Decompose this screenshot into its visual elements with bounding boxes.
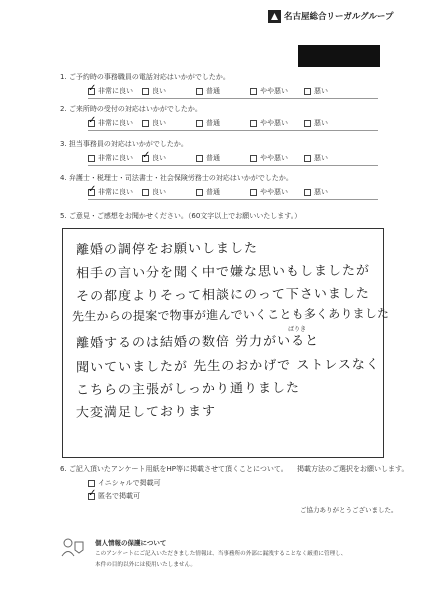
checkbox[interactable]: [142, 189, 149, 196]
handwriting-line-5: 離婚するのは結婚の数倍 労力がいると: [75, 333, 320, 352]
privacy-icon: [60, 536, 86, 558]
question-4-label: 4. 弁護士・税理士・司法書士・社会保険労務士の対応はいかがでしたか。: [60, 174, 293, 182]
handwriting-line-1: 離婚の調停をお願いしました: [75, 241, 259, 258]
q2-option-5[interactable]: 悪い: [304, 118, 358, 128]
privacy-title: 個人情報の保護について: [95, 539, 167, 547]
divider: [88, 199, 378, 200]
question-6-note: 掲載方法のご選択をお願いします。: [297, 465, 409, 473]
q2-option-4[interactable]: やや悪い: [250, 118, 304, 128]
q1-option-3[interactable]: 普通: [196, 86, 250, 96]
q4-option-5[interactable]: 悪い: [304, 187, 358, 197]
checkbox[interactable]: [250, 189, 257, 196]
question-2-options: [88, 118, 358, 128]
handwriting-line-6: 聞いていましたが 先生のおかげで ストレスなく: [75, 357, 380, 376]
handwriting-line-7: こちらの主張がしっかり通りました: [75, 380, 301, 399]
handwriting-line-3: その都度よりそって相談にのって下さいました: [75, 286, 370, 305]
checkbox[interactable]: [196, 155, 203, 162]
publish-option-initial[interactable]: イニシャルで掲載可: [88, 478, 161, 488]
logo-text: 名古屋総合リーガルグループ: [284, 12, 394, 22]
q4-option-2[interactable]: 良い: [142, 187, 196, 197]
handwriting-line-2: 相手の言い分を聞く中で嫌な思いもしましたが: [75, 263, 371, 282]
question-1-options: [88, 86, 358, 96]
checkbox-checked[interactable]: [142, 155, 149, 162]
q3-option-3[interactable]: 普通: [196, 153, 250, 163]
checkbox-checked[interactable]: [88, 120, 95, 127]
q4-option-1[interactable]: ✓ 非常に良い: [88, 187, 142, 197]
checkbox[interactable]: [304, 88, 311, 95]
redacted-name-block: [298, 45, 380, 67]
checkbox[interactable]: [88, 155, 95, 162]
q2-option-1[interactable]: ✓ 非常に良い: [88, 118, 142, 128]
q3-option-2[interactable]: ✓ 良い: [142, 153, 196, 163]
q1-option-5[interactable]: 悪い: [304, 86, 358, 96]
divider: [88, 98, 378, 99]
q3-option-5[interactable]: 悪い: [304, 153, 358, 163]
checkbox[interactable]: [250, 155, 257, 162]
q4-option-4[interactable]: やや悪い: [250, 187, 304, 197]
question-3-label: 3. 担当事務員の対応はいかがでしたか。: [60, 140, 188, 148]
q4-option-3[interactable]: 普通: [196, 187, 250, 197]
publish-option-anonymous[interactable]: ✓ 匿名で掲載可: [88, 491, 140, 501]
thanks-text: ご協力ありがとうございました。: [300, 506, 398, 514]
privacy-line-1: このアンケートにご記入いただきました情報は、当事務所の外部に漏洩することなく厳重に管理し、: [95, 551, 347, 557]
checkbox[interactable]: [196, 189, 203, 196]
checkbox-checked[interactable]: [88, 493, 95, 500]
checkbox[interactable]: [142, 120, 149, 127]
checkbox[interactable]: [250, 88, 257, 95]
q2-option-3[interactable]: 普通: [196, 118, 250, 128]
question-1-label: 1. ご予約時の事務職員の電話対応はいかがでしたか。: [60, 73, 230, 81]
checkbox[interactable]: [304, 189, 311, 196]
handwriting-line-4: 先生からの提案で物事が進んでいくことも多くありました: [71, 306, 390, 324]
furigana: ばりき: [288, 326, 307, 333]
divider: [88, 165, 378, 166]
logo-mark-icon: [268, 10, 281, 23]
checkbox[interactable]: [250, 120, 257, 127]
checkbox[interactable]: [196, 120, 203, 127]
q2-option-2[interactable]: 良い: [142, 118, 196, 128]
question-2-label: 2. ご来所時の受付の対応はいかがでしたか。: [60, 105, 202, 113]
question-3-options: [88, 153, 358, 163]
logo: [268, 8, 418, 24]
q1-option-4[interactable]: やや悪い: [250, 86, 304, 96]
checkbox-checked[interactable]: [88, 88, 95, 95]
q3-option-1[interactable]: 非常に良い: [88, 153, 142, 163]
handwriting-line-8: 大変満足しております: [75, 404, 217, 421]
question-6-label: 6. ご記入頂いたアンケート用紙をHP等に掲載させて頂くことについて。: [60, 465, 288, 473]
checkbox[interactable]: [142, 88, 149, 95]
checkbox[interactable]: [88, 480, 95, 487]
question-4-options: [88, 187, 358, 197]
q1-option-2[interactable]: 良い: [142, 86, 196, 96]
checkbox-checked[interactable]: [88, 189, 95, 196]
q1-option-1[interactable]: ✓ 非常に良い: [88, 86, 142, 96]
privacy-line-2: 本件の目的以外には使用いたしません。: [95, 562, 197, 568]
question-5-label: 5. ご意見・ご感想をお聞かせください。（60文字以上でお願いいたします。）: [60, 212, 302, 220]
checkbox[interactable]: [304, 120, 311, 127]
checkbox[interactable]: [304, 155, 311, 162]
divider: [88, 130, 378, 131]
checkbox[interactable]: [196, 88, 203, 95]
q3-option-4[interactable]: やや悪い: [250, 153, 304, 163]
